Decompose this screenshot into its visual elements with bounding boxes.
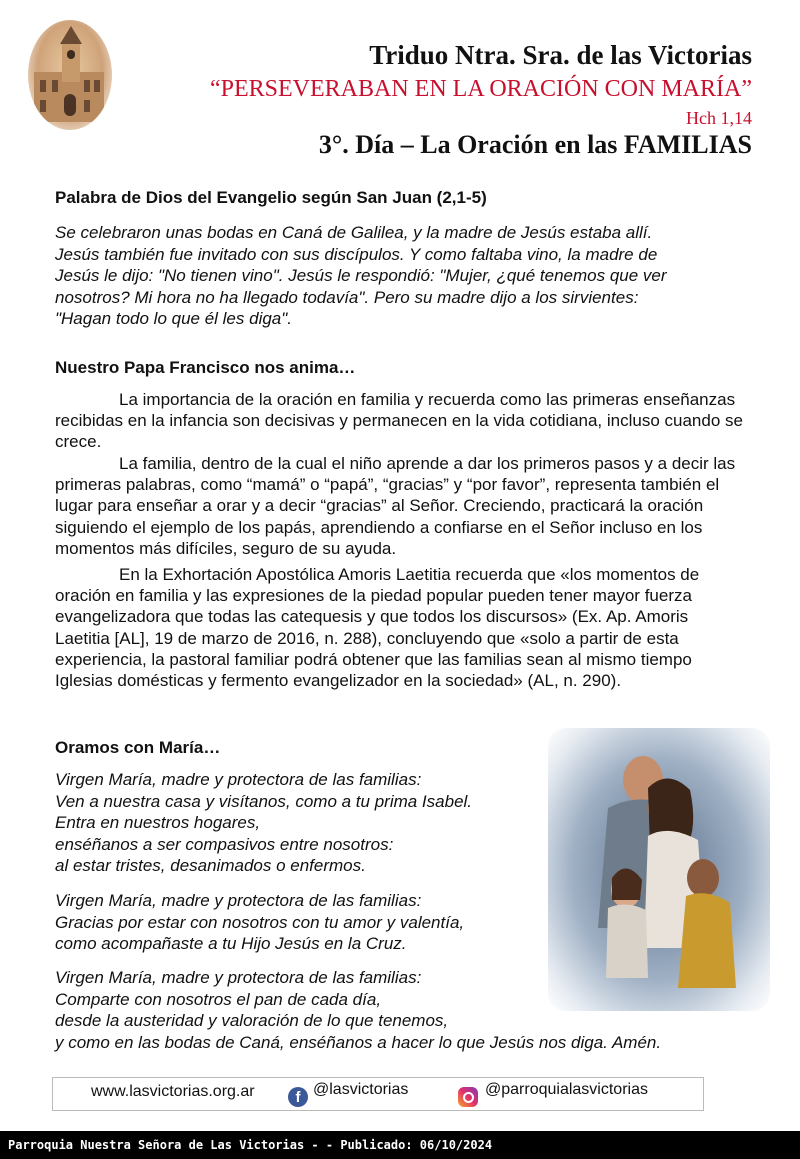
- document-title: Triduo Ntra. Sra. de las Victorias: [369, 40, 752, 70]
- bible-reference: Hch 1,14: [686, 108, 752, 128]
- website-link[interactable]: www.lasvictorias.org.ar: [91, 1083, 255, 1100]
- motto: “PERSEVERABAN EN LA ORACIÓN CON MARÍA”: [209, 76, 752, 102]
- pope-heading: Nuestro Papa Francisco nos anima…: [55, 358, 356, 377]
- prayer-stanza-1: Virgen María, madre y protectora de las familias: Ven a nuestra casa y visítanos, como a tu prima Isabel. Entra en nuestros hogares, enséñanos a ser compasivos entre nosotros: al estar tristes, desanimados o enfermos.: [55, 770, 473, 875]
- pope-paragraph-2: La familia, dentro de la cual el niño aprende a dar los primeros pasos y a decir las primeras palabras, como “mamá” o “papá”, “gracias” y “por favor”, representa también el lugar para enseñar a orar y a decir “gracias” al Señor. Creciendo, practicará la oración siguiendo el ejemplo de los papás, aprendiendo a confiarse en el Señor incluso en los momentos más difíciles, seguro de su ayuda.: [55, 454, 736, 558]
- prayer-stanza-2: Virgen María, madre y protectora de las familias: Gracias por estar con nosotros con tu amor y valentía, como acompañaste a tu Hijo Jesús en la Cruz.: [55, 891, 465, 953]
- gospel-heading: Palabra de Dios del Evangelio según San Juan (2,1-5): [55, 188, 487, 207]
- day-title: 3°. Día – La Oración en las FAMILIAS: [318, 130, 752, 159]
- contact-footer: [52, 1077, 704, 1111]
- pope-paragraph-3: En la Exhortación Apostólica Amoris Laetitia recuerda que «los momentos de oración en familia y las expresiones de la piedad popular pueden tener mayor fuerza evangelizadora que todas las catequesis y que todos los discursos» (Ex. Ap. Amoris Laetitia [AL], 19 de marzo de 2016, n. 288), concluyendo que «solo a partir de esta experiencia, la pastoral familiar podrá obtener que las familias sean al mismo tiempo Iglesias domésticas y fermento evangelizador en la sociedad» (AL, n. 290).: [55, 565, 700, 691]
- facebook-handle[interactable]: @lasvictorias: [313, 1081, 409, 1098]
- facebook-icon: f: [288, 1087, 308, 1107]
- instagram-icon: [458, 1087, 478, 1107]
- prayer-stanza-3: Virgen María, madre y protectora de las familias: Comparte con nosotros el pan de cada día, desde la austeridad y valoración de lo que tenemos, y como en las bodas de Caná, enséñanos a hacer lo que Jesús nos diga. Amén.: [55, 968, 662, 1052]
- pope-paragraph-1: La importancia de la oración en familia y recuerda como las primeras enseñanzas recibidas en la infancia son decisivas y permanecen en la vida cotidiana, incluso cuando se crece.: [55, 390, 743, 452]
- family-praying-image: [548, 728, 770, 1011]
- publication-bar: Parroquia Nuestra Señora de Las Victorias - - Publicado: 06/10/2024: [0, 1131, 800, 1159]
- instagram-handle[interactable]: @parroquialasvictorias: [485, 1081, 648, 1098]
- parish-logo: [28, 20, 112, 130]
- gospel-text: Se celebraron unas bodas en Caná de Galilea, y la madre de Jesús estaba allí. Jesús también fue invitado con sus discípulos. Y como faltaba vino, la madre de Jesús le dijo: "No tienen vino". Jesús le respondió: "Mujer, ¿qué tenemos que ver nosotros? Mi hora no ha llegado todavía". Pero su madre dijo a los sirvientes: "Hagan todo lo que él les diga".: [55, 223, 667, 328]
- prayer-heading: Oramos con María…: [55, 738, 221, 757]
